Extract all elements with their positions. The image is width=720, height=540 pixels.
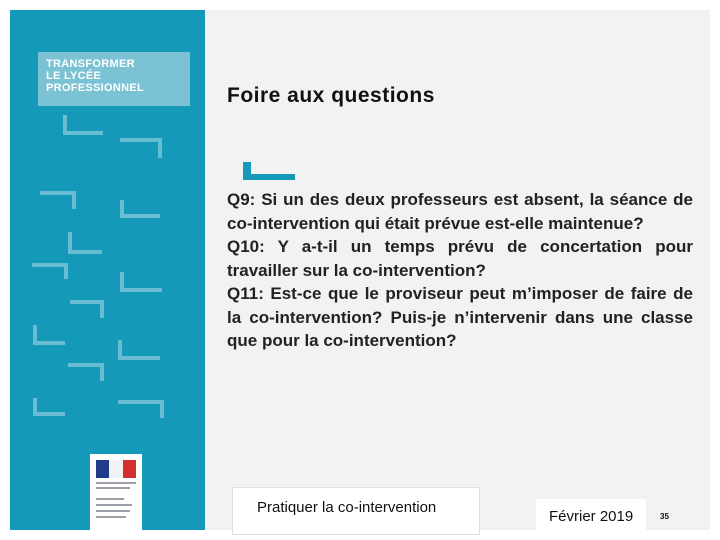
question-item: Q11: Est-ce que le proviseur peut m’imposer de faire de la co-intervention? Puis-je n’intervenir dans une classe que pour la co-intervention? [227, 284, 693, 350]
question-item: Q9: Si un des deux professeurs est absent, la séance de co-intervention qui était prévue est-elle maintenue? [227, 190, 693, 233]
sidebar [10, 10, 205, 530]
slide-content [205, 10, 710, 530]
footer-section-label [232, 487, 480, 535]
program-logo-text: TRANSFORMER LE LYCÉE PROFESSIONNEL [46, 58, 145, 94]
ministry-logo-icon [90, 454, 142, 532]
questions-list [227, 188, 693, 353]
slide-title: Foire aux questions [227, 84, 435, 107]
footer-date [536, 499, 646, 535]
accent-bracket-bar [243, 174, 295, 180]
footer-date-text: Février 2019 [549, 508, 634, 525]
question-item: Q10: Y a-t-il un temps prévu de concertation pour travailler sur la co-intervention? [227, 237, 693, 280]
page-number: 35 [660, 512, 669, 521]
footer-label-text: Pratiquer la co-intervention [257, 499, 437, 516]
bracket-decoration-icon [10, 10, 205, 530]
